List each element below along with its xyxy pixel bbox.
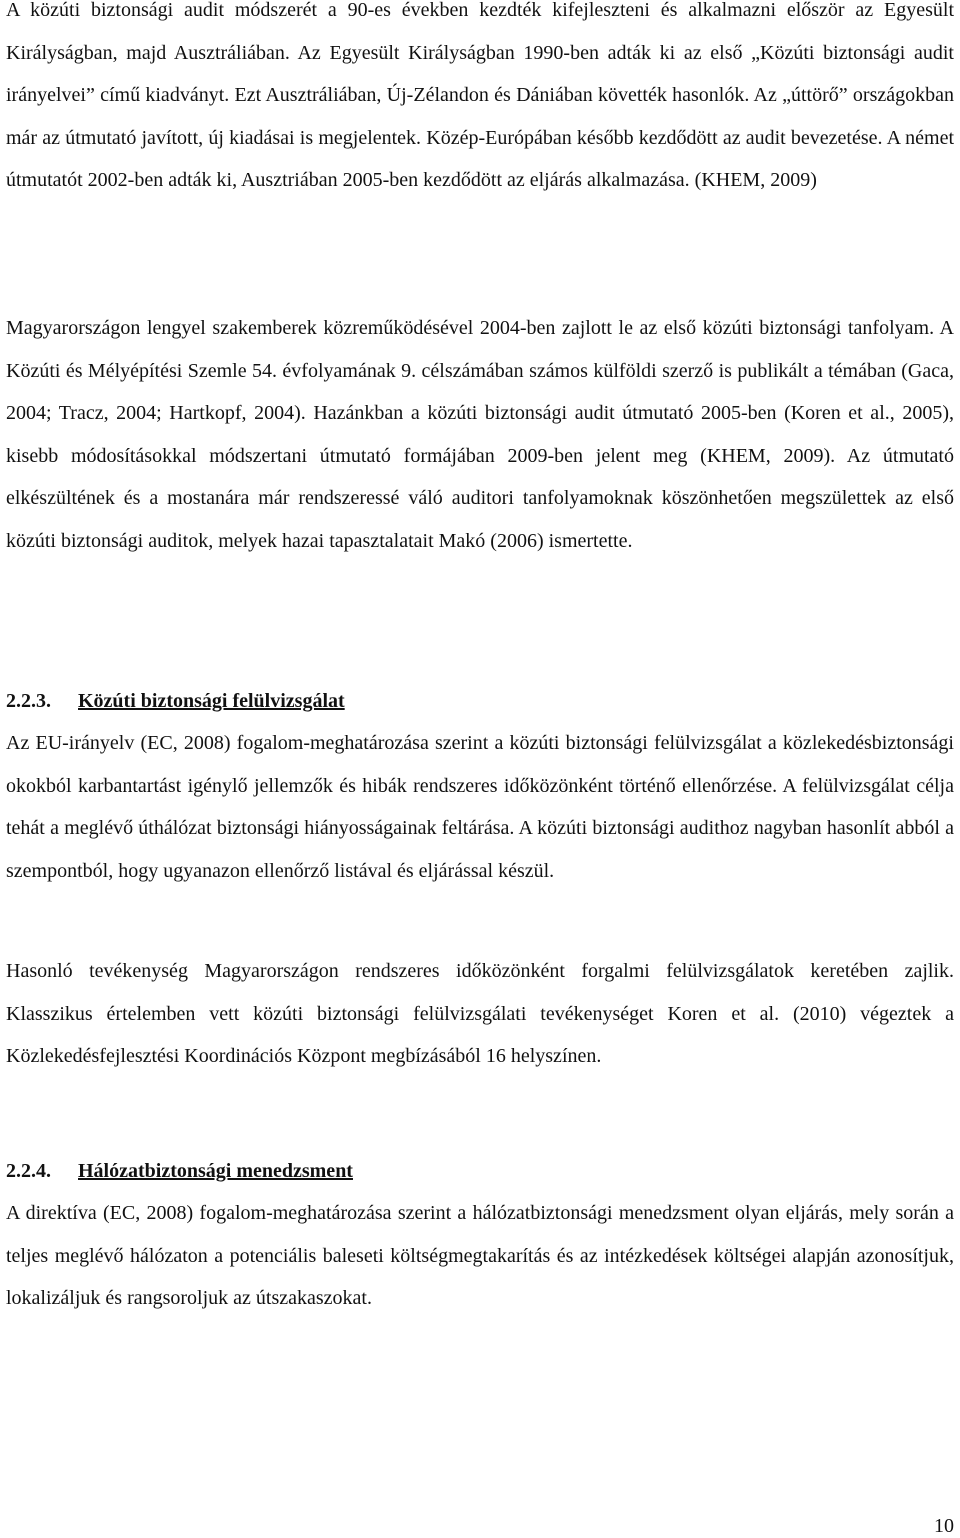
section-number: 2.2.3.: [6, 690, 51, 712]
section-title: Közúti biztonsági felülvizsgálat: [78, 690, 345, 712]
paragraph-similar-activity: Hasonló tevékenység Magyarországon rendszeres időközönként forgalmi felülvizsgálatok keretében zajlik. Klasszikus értelemben vett közúti biztonsági felülvizsgálati tevékenységet Koren et al. (2010) végeztek a Közlekedésfejlesztési Koordinációs Központ megbízásából 16 helyszínen.: [6, 960, 954, 1068]
paragraph-hungary-audit: Magyarországon lengyel szakemberek közreműködésével 2004-ben zajlott le az első közúti biztonsági tanfolyam. A Közúti és Mélyépítési Szemle 54. évfolyamának 9. célszámában számos külföldi szerző is publikált a témában (Gaca, 2004; Tracz, 2004; Hartkopf, 2004). Hazánkban a közúti biztonsági audit útmutató 2005-ben (Koren et al., 2005), kisebb módosításokkal módszertani útmutató formájában 2009-ben jelent meg (KHEM, 2009). Az útmutató elkészültének és a mostanára már rendszeressé váló auditori tanfolyamoknak köszönhetően megszülettek az első közúti biztonsági auditok, melyek hazai tapasztalatait Makó (2006) ismertette.: [6, 317, 954, 552]
paragraph-network-safety: A direktíva (EC, 2008) fogalom-meghatározása szerint a hálózatbiztonsági menedzsment olyan eljárás, mely során a teljes meglévő hálózaton a potenciális baleseti költségmegtakarítás és az intézkedések költségei alapján azonosítjuk, lokalizáljuk és rangsoroljuk az útszakaszokat.: [6, 1202, 954, 1310]
paragraph-road-safety-inspection: Az EU-irányelv (EC, 2008) fogalom-meghatározása szerint a közúti biztonsági felülvizsgálat a közlekedésbiztonsági okokból karbantartást igénylő jellemzők és hibák rendszeres időközönként történő ellenőrzése. A felülvizsgálat célja tehát a meglévő úthálózat biztonsági hiányosságainak feltárása. A közúti biztonsági audithoz nagyban hasonlít abból a szempontból, hogy ugyanazon ellenőrző listával és eljárással készül.: [6, 732, 954, 882]
section-title: Hálózatbiztonsági menedzsment: [78, 1160, 353, 1182]
page-number: 10: [934, 1515, 954, 1537]
section-number: 2.2.4.: [6, 1160, 51, 1182]
paragraph-audit-history: A közúti biztonsági audit módszerét a 90-es években kezdték kifejleszteni és alkalmazni először az Egyesült Királyságban, majd Ausztráliában. Az Egyesült Királyságban 1990-ben adták ki az első „Közúti biztonsági audit irányelvei” című kiadványt. Ezt Ausztráliában, Új-Zélandon és Dániában követték hasonlók. Az „úttörő” országokban már az útmutató javított, új kiadásai is megjelentek. Közép-Európában később kezdődött az audit bevezetése. A német útmutatót 2002-ben adták ki, Ausztriában 2005-ben kezdődött az eljárás alkalmazása. (KHEM, 2009): [6, 0, 954, 192]
section-heading-2-2-4: [6, 1150, 954, 1193]
section-heading-2-2-3: [6, 680, 954, 723]
